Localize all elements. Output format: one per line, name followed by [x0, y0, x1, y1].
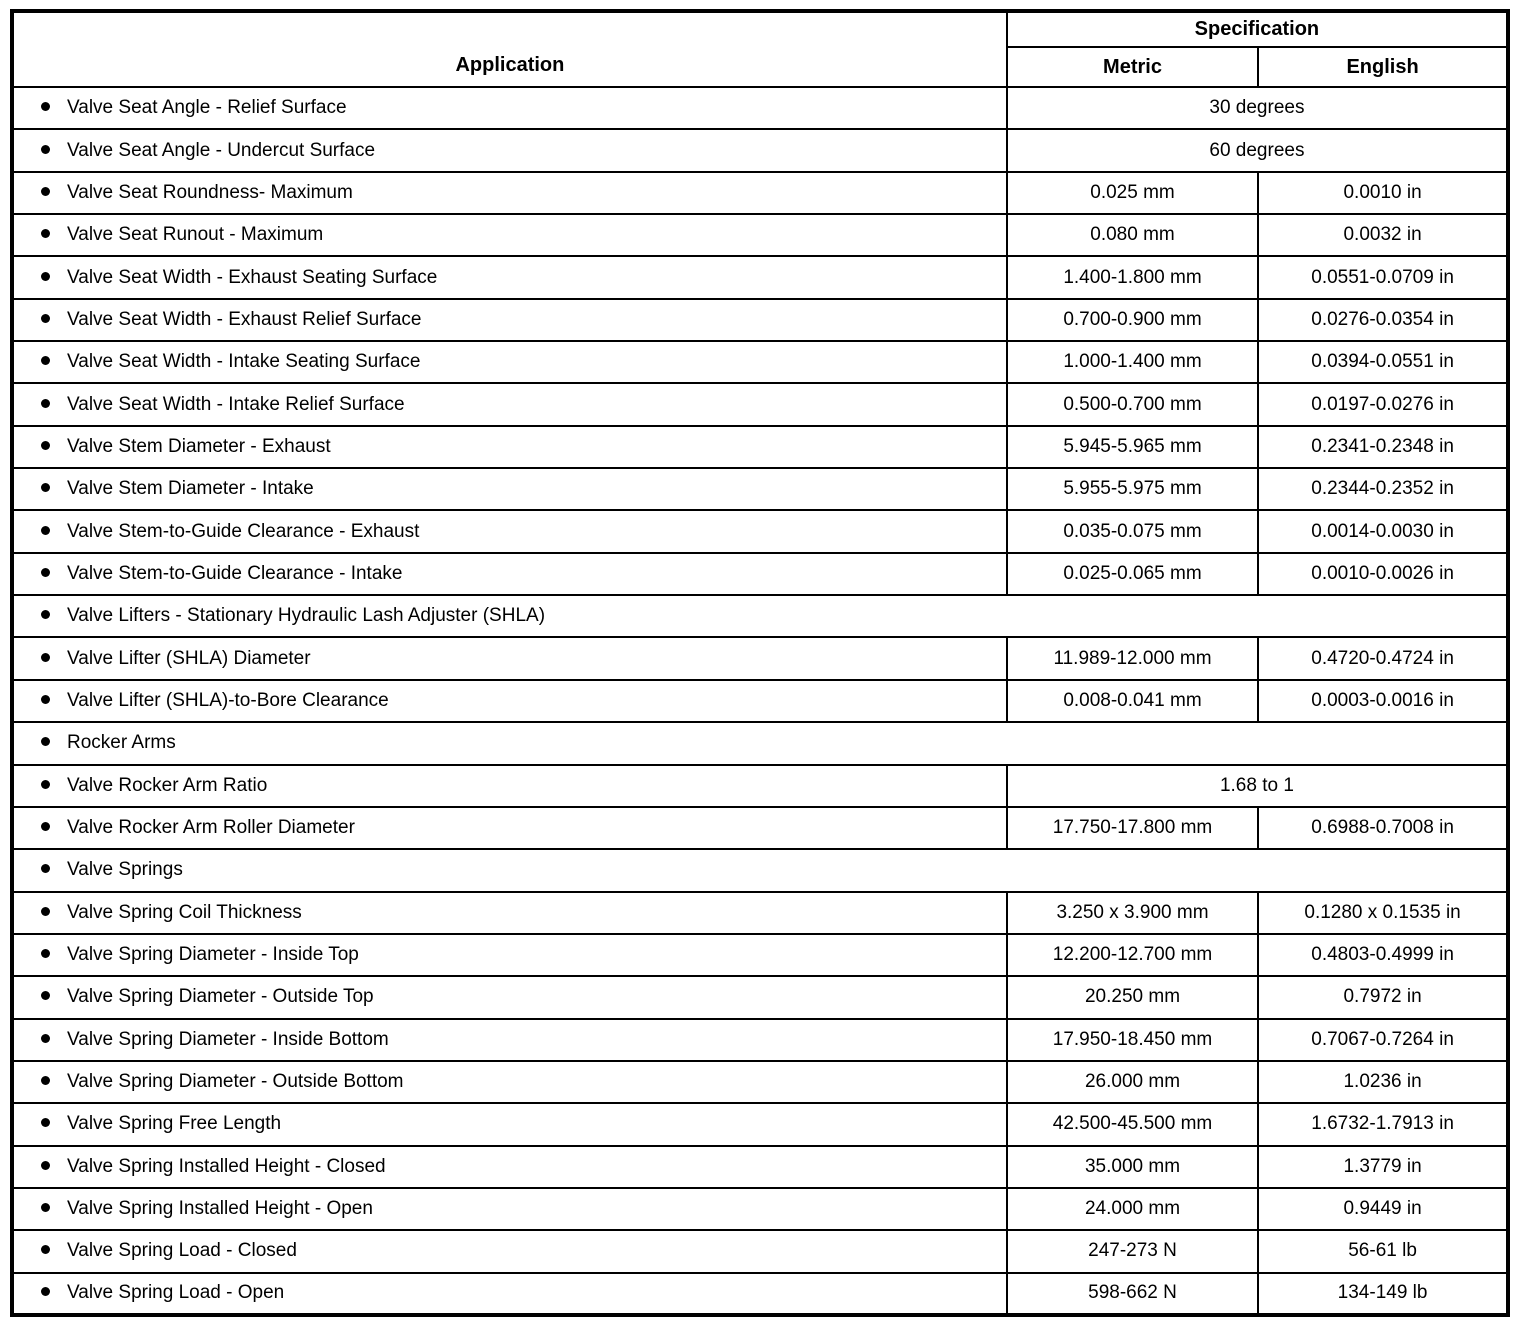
- bullet-icon: [41, 145, 50, 154]
- bullet-icon: [41, 229, 50, 238]
- table-row: [12, 468, 1508, 510]
- table-row: [12, 934, 1508, 976]
- table-row: [12, 1188, 1508, 1230]
- application-cell: [12, 1019, 1007, 1061]
- metric-value-cell: 24.000 mm: [1007, 1188, 1258, 1230]
- english-value-cell: 0.4720-0.4724 in: [1258, 637, 1508, 679]
- table-row: [12, 172, 1508, 214]
- application-label: Valve Rocker Arm Roller Diameter: [67, 817, 355, 839]
- english-value-cell: 0.0197-0.0276 in: [1258, 383, 1508, 425]
- english-value-cell: 0.9449 in: [1258, 1188, 1508, 1230]
- english-value-cell: 1.3779 in: [1258, 1146, 1508, 1188]
- application-label: Valve Spring Installed Height - Open: [67, 1198, 373, 1220]
- table-row: [12, 553, 1508, 595]
- table-row: [12, 1230, 1508, 1272]
- spec-value-cell: 30 degrees: [1007, 87, 1508, 129]
- table-row: [12, 426, 1508, 468]
- bullet-icon: [41, 1076, 50, 1085]
- english-value-cell: 0.1280 x 0.1535 in: [1258, 892, 1508, 934]
- metric-value-cell: 5.945-5.965 mm: [1007, 426, 1258, 468]
- bullet-icon: [41, 1287, 50, 1296]
- application-cell: [12, 87, 1007, 129]
- bullet-icon: [41, 1245, 50, 1254]
- english-value-cell: 0.6988-0.7008 in: [1258, 807, 1508, 849]
- table-row: [12, 849, 1508, 891]
- table-row: [12, 765, 1508, 807]
- english-value-cell: 134-149 lb: [1258, 1273, 1508, 1315]
- metric-value-cell: 11.989-12.000 mm: [1007, 637, 1258, 679]
- application-label: Valve Spring Free Length: [67, 1113, 282, 1135]
- application-cell: [12, 383, 1007, 425]
- application-cell: [12, 680, 1007, 722]
- metric-value-cell: 42.500-45.500 mm: [1007, 1103, 1258, 1145]
- metric-value-cell: 3.250 x 3.900 mm: [1007, 892, 1258, 934]
- english-value-cell: 0.0276-0.0354 in: [1258, 299, 1508, 341]
- table-row: [12, 383, 1508, 425]
- metric-value-cell: 247-273 N: [1007, 1230, 1258, 1272]
- application-label: Valve Seat Width - Exhaust Seating Surface: [67, 266, 438, 288]
- application-label: Valve Springs: [67, 859, 183, 881]
- metric-value-cell: 0.500-0.700 mm: [1007, 383, 1258, 425]
- application-cell: [12, 765, 1007, 807]
- metric-value-cell: 12.200-12.700 mm: [1007, 934, 1258, 976]
- application-cell: [12, 637, 1007, 679]
- bullet-icon: [41, 737, 50, 746]
- application-cell: [12, 976, 1007, 1018]
- bullet-icon: [41, 102, 50, 111]
- bullet-icon: [41, 568, 50, 577]
- english-value-cell: 0.2341-0.2348 in: [1258, 426, 1508, 468]
- application-label: Valve Seat Angle - Undercut Surface: [67, 139, 376, 161]
- bullet-icon: [41, 695, 50, 704]
- english-value-cell: 0.0010 in: [1258, 172, 1508, 214]
- application-cell: [12, 1230, 1007, 1272]
- table-row: [12, 341, 1508, 383]
- application-cell: [12, 256, 1007, 298]
- application-cell: [12, 468, 1007, 510]
- header-row-specification: [12, 11, 1508, 47]
- application-cell: [12, 595, 1508, 637]
- application-cell: [12, 1273, 1007, 1315]
- application-cell: [12, 1103, 1007, 1145]
- application-label: Valve Seat Runout - Maximum: [67, 224, 324, 246]
- application-label: Valve Seat Width - Intake Relief Surface: [67, 393, 405, 415]
- col-header-application: Application: [12, 11, 1007, 87]
- application-label: Valve Stem-to-Guide Clearance - Exhaust: [67, 520, 420, 542]
- application-cell: [12, 934, 1007, 976]
- application-cell: [12, 299, 1007, 341]
- application-cell: [12, 1146, 1007, 1188]
- table-row: [12, 1103, 1508, 1145]
- english-value-cell: 0.0032 in: [1258, 214, 1508, 256]
- metric-value-cell: 598-662 N: [1007, 1273, 1258, 1315]
- table-body: [12, 87, 1508, 1315]
- spec-value-cell: 60 degrees: [1007, 129, 1508, 171]
- english-value-cell: 0.7067-0.7264 in: [1258, 1019, 1508, 1061]
- spec-value-cell: 1.68 to 1: [1007, 765, 1508, 807]
- bullet-icon: [41, 1203, 50, 1212]
- application-label: Valve Spring Diameter - Outside Bottom: [67, 1071, 404, 1093]
- english-value-cell: 0.0003-0.0016 in: [1258, 680, 1508, 722]
- english-value-cell: 0.0014-0.0030 in: [1258, 510, 1508, 552]
- application-label: Valve Spring Diameter - Inside Top: [67, 944, 359, 966]
- application-cell: [12, 426, 1007, 468]
- application-label: Valve Stem-to-Guide Clearance - Intake: [67, 562, 403, 584]
- application-cell: [12, 214, 1007, 256]
- english-value-cell: 56-61 lb: [1258, 1230, 1508, 1272]
- metric-value-cell: 35.000 mm: [1007, 1146, 1258, 1188]
- bullet-icon: [41, 399, 50, 408]
- application-label: Valve Spring Diameter - Inside Bottom: [67, 1028, 389, 1050]
- metric-value-cell: 0.025-0.065 mm: [1007, 553, 1258, 595]
- metric-value-cell: 0.700-0.900 mm: [1007, 299, 1258, 341]
- application-cell: [12, 1188, 1007, 1230]
- table-row: [12, 637, 1508, 679]
- table-row: [12, 129, 1508, 171]
- metric-value-cell: 17.750-17.800 mm: [1007, 807, 1258, 849]
- bullet-icon: [41, 483, 50, 492]
- application-cell: [12, 341, 1007, 383]
- metric-value-cell: 0.035-0.075 mm: [1007, 510, 1258, 552]
- application-cell: [12, 129, 1007, 171]
- application-cell: [12, 807, 1007, 849]
- application-label: Valve Seat Width - Exhaust Relief Surface: [67, 308, 422, 330]
- english-value-cell: 0.7972 in: [1258, 976, 1508, 1018]
- application-label: Valve Seat Width - Intake Seating Surface: [67, 351, 421, 373]
- bullet-icon: [41, 991, 50, 1000]
- application-label: Valve Rocker Arm Ratio: [67, 774, 268, 796]
- table-row: [12, 256, 1508, 298]
- bullet-icon: [41, 441, 50, 450]
- bullet-icon: [41, 526, 50, 535]
- table-row: [12, 680, 1508, 722]
- metric-value-cell: 1.400-1.800 mm: [1007, 256, 1258, 298]
- table-row: [12, 722, 1508, 764]
- english-value-cell: 0.0010-0.0026 in: [1258, 553, 1508, 595]
- application-cell: [12, 553, 1007, 595]
- metric-value-cell: 20.250 mm: [1007, 976, 1258, 1018]
- application-cell: [12, 849, 1508, 891]
- application-label: Valve Spring Load - Open: [67, 1282, 285, 1304]
- application-label: Valve Stem Diameter - Exhaust: [67, 435, 331, 457]
- table-header: [12, 11, 1508, 87]
- application-label: Valve Lifters - Stationary Hydraulic Lash Adjuster (SHLA): [67, 605, 546, 627]
- application-cell: [12, 510, 1007, 552]
- table-row: [12, 510, 1508, 552]
- table-row: [12, 87, 1508, 129]
- english-value-cell: 0.2344-0.2352 in: [1258, 468, 1508, 510]
- bullet-icon: [41, 1118, 50, 1127]
- application-label: Valve Lifter (SHLA) Diameter: [67, 647, 311, 669]
- application-cell: [12, 722, 1508, 764]
- application-cell: [12, 1061, 1007, 1103]
- bullet-icon: [41, 780, 50, 789]
- application-cell: [12, 172, 1007, 214]
- english-value-cell: 1.0236 in: [1258, 1061, 1508, 1103]
- bullet-icon: [41, 1161, 50, 1170]
- metric-value-cell: 1.000-1.400 mm: [1007, 341, 1258, 383]
- application-label: Valve Stem Diameter - Intake: [67, 478, 314, 500]
- application-label: Valve Seat Roundness- Maximum: [67, 181, 353, 203]
- bullet-icon: [41, 610, 50, 619]
- metric-value-cell: 0.008-0.041 mm: [1007, 680, 1258, 722]
- application-label: Valve Spring Coil Thickness: [67, 901, 302, 923]
- table-row: [12, 807, 1508, 849]
- table-row: [12, 976, 1508, 1018]
- col-header-metric: Metric: [1007, 47, 1258, 87]
- bullet-icon: [41, 653, 50, 662]
- table-row: [12, 595, 1508, 637]
- table-row: [12, 1146, 1508, 1188]
- valve-specification-table: [10, 9, 1510, 1317]
- application-label: Valve Spring Load - Closed: [67, 1240, 297, 1262]
- english-value-cell: 0.4803-0.4999 in: [1258, 934, 1508, 976]
- application-label: Valve Lifter (SHLA)-to-Bore Clearance: [67, 689, 389, 711]
- table-row: [12, 892, 1508, 934]
- table-row: [12, 299, 1508, 341]
- metric-value-cell: 5.955-5.975 mm: [1007, 468, 1258, 510]
- bullet-icon: [41, 1034, 50, 1043]
- application-label: Valve Seat Angle - Relief Surface: [67, 97, 347, 119]
- col-header-english: English: [1258, 47, 1508, 87]
- metric-value-cell: 0.080 mm: [1007, 214, 1258, 256]
- application-label: Rocker Arms: [67, 732, 176, 754]
- bullet-icon: [41, 907, 50, 916]
- metric-value-cell: 26.000 mm: [1007, 1061, 1258, 1103]
- table-row: [12, 1061, 1508, 1103]
- table-row: [12, 214, 1508, 256]
- metric-value-cell: 17.950-18.450 mm: [1007, 1019, 1258, 1061]
- table-row: [12, 1273, 1508, 1315]
- bullet-icon: [41, 314, 50, 323]
- bullet-icon: [41, 272, 50, 281]
- table-row: [12, 1019, 1508, 1061]
- col-header-specification: Specification: [1007, 11, 1508, 47]
- bullet-icon: [41, 187, 50, 196]
- metric-value-cell: 0.025 mm: [1007, 172, 1258, 214]
- english-value-cell: 1.6732-1.7913 in: [1258, 1103, 1508, 1145]
- bullet-icon: [41, 949, 50, 958]
- bullet-icon: [41, 864, 50, 873]
- bullet-icon: [41, 822, 50, 831]
- english-value-cell: 0.0394-0.0551 in: [1258, 341, 1508, 383]
- application-cell: [12, 892, 1007, 934]
- bullet-icon: [41, 356, 50, 365]
- english-value-cell: 0.0551-0.0709 in: [1258, 256, 1508, 298]
- application-label: Valve Spring Installed Height - Closed: [67, 1155, 386, 1177]
- application-label: Valve Spring Diameter - Outside Top: [67, 986, 374, 1008]
